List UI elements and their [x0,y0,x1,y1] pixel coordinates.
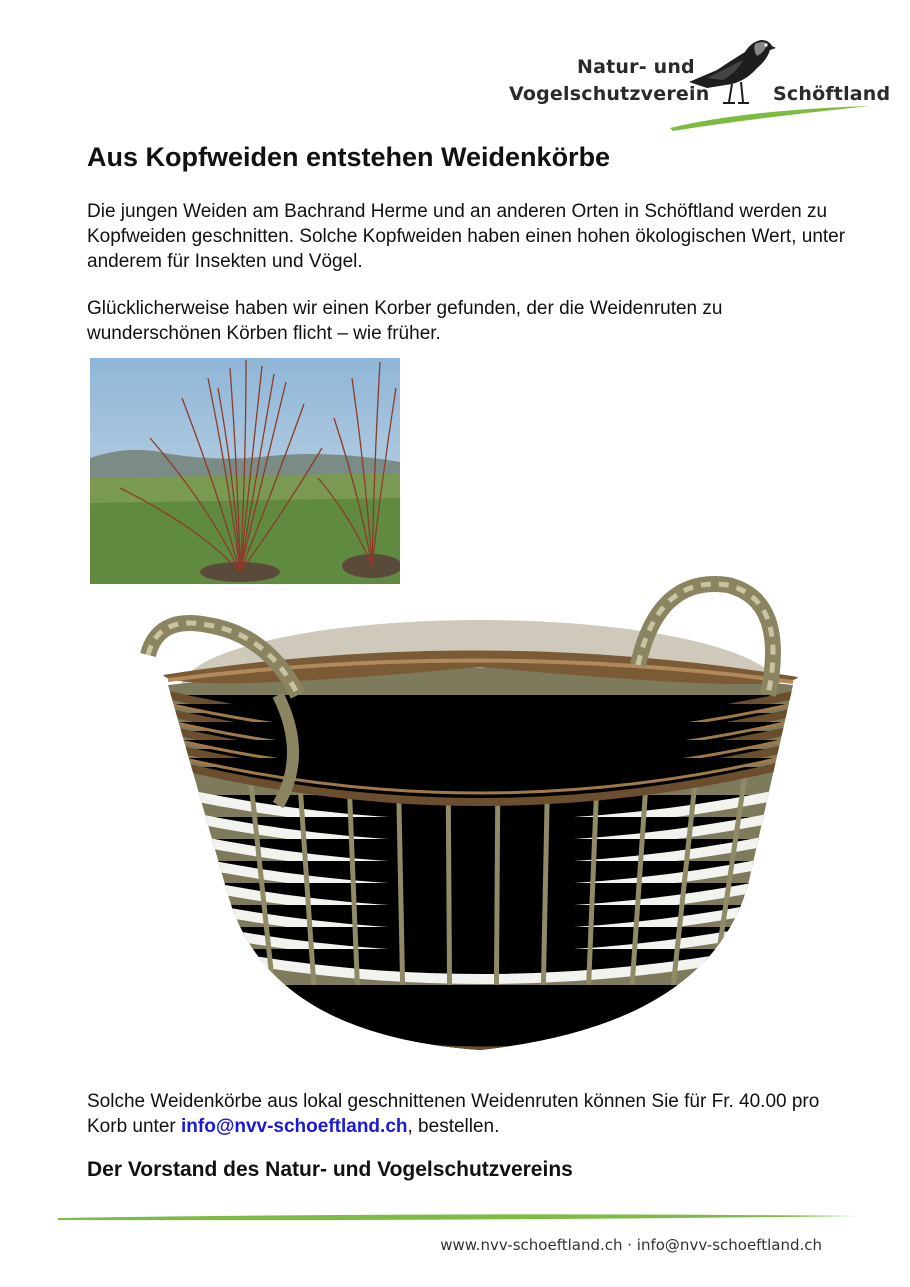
logo-text-line3: Schöftland [773,83,891,105]
logo-text-line1: Natur- und [577,56,695,78]
order-email-link[interactable]: info@nvv-schoeftland.ch [181,1116,408,1137]
logo-swoosh [665,102,875,132]
club-logo [505,30,891,135]
order-text-after: , bestellen. [407,1116,500,1137]
footer-contact: www.nvv-schoeftland.ch · info@nvv-schoeftland.ch [440,1236,822,1254]
signoff: Der Vorstand des Natur- und Vogelschutzvereins [87,1158,573,1181]
order-text-before: Solche Weidenkörbe aus lokal geschnittenen Weidenruten können Sie für Fr. 40.00 pro Korb unter [87,1091,820,1137]
intro-paragraph: Die jungen Weiden am Bachrand Herme und an anderen Orten in Schöftland werden zu Kopfweiden geschnitten. Solche Kopfweiden haben einen hohen ökologischen Wert, unter anderem für Insekten und Vögel. [87,201,846,272]
logo-text-line2: Vogelschutzverein [509,83,710,105]
footer-green-line [58,1211,858,1223]
page-title: Aus Kopfweiden entstehen Weidenkörbe [87,142,611,172]
order-paragraph [87,1089,847,1139]
korber-paragraph: Glücklicherweise haben wir einen Korber gefunden, der die Weidenruten zu wunderschönen Körben flicht – wie früher. [87,298,723,344]
willow-basket-image [128,555,833,1075]
willow-photo [90,358,400,584]
